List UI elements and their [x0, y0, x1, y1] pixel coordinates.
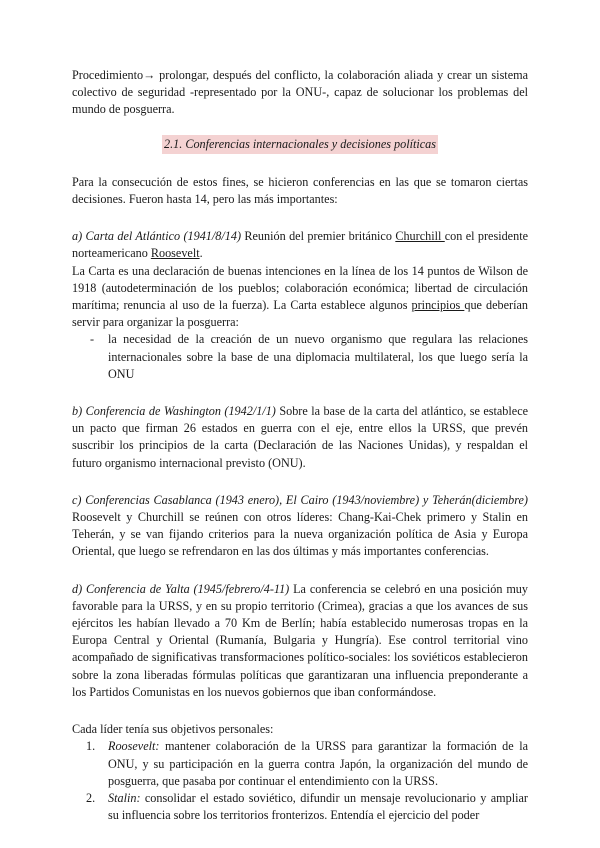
roosevelt-link: Roosevelt — [150, 246, 200, 261]
conference-b-text: Sobre la base de la carta del atlántico, se establece un pacto que firman 26 estados en guerra con el eje, entre ellos la URSS, que prevén suscribir los principios de la carta (Declaración de las Naciones Unidas), y respaldan el futuro organismo internacional previsto (ONU). — [72, 404, 529, 470]
conference-a-text-2: con el presidente norteamericano — [72, 229, 528, 261]
carta-text-b: que deberían servir para organizar la posguerra: — [72, 298, 528, 330]
leader-objectives: mantener colaboración de la URSS para garantizar la formación de la ONU, y su participación en la guerra contra Japón, la organización del mundo de posguerra, que pasaba por continuar el entendimiento con la URSS. — [108, 739, 528, 788]
conference-d-paragraph — [72, 581, 528, 701]
churchill-link: Churchill — [395, 229, 445, 244]
section-heading-wrap — [72, 135, 528, 154]
carta-description — [72, 263, 528, 332]
conference-a-text-1: Reunión del premier británico — [241, 229, 396, 244]
conference-a-paragraph — [72, 228, 528, 262]
carta-bullet-list — [72, 331, 528, 383]
number-marker: 2. — [86, 790, 96, 805]
leader-name: Stalin: — [108, 790, 141, 805]
conference-c-paragraph — [72, 492, 528, 561]
conference-c-text: Roosevelt y Churchill se reúnen con otros líderes: Chang-Kai-Chek primero y Stalin en Teherán, y se van fijando criterios para la nueva organización política de Asia y Europa Oriental, que luego se refrendaron en las dos últimas y más importantes conferencias. — [72, 510, 528, 559]
bullet-text: la necesidad de la creación de un nuevo organismo que regulara las relaciones internacionales sobre la base de una diplomacia multilateral, los que luego sería la ONU — [108, 332, 528, 381]
conference-d-text: La conferencia se celebró en una posición muy favorable para la URSS, y en su propio territorio (Crimea), gracias a que los avances de sus ejércitos les habían llevado a 70 Km de Berlín; había establecido numerosas tropas en la Europa Central y Oriental (Rumanía, Bulgaria y Hungría). Ese control territorial vino acompañado de significativas transformaciones político-sociales: los soviéticos establecieron sobre la zona liberadas fórmulas políticas que garantizaran una influencia preponderante a los Partidos Comunistas en los nuevos gobiernos que iban conformándose. — [72, 581, 528, 699]
conference-b-paragraph — [72, 403, 528, 472]
conference-d-title: d) Conferencia de Yalta (1945/febrero/4-11) — [72, 581, 290, 596]
principios-link: principios — [411, 298, 465, 313]
conference-b-title: b) Conferencia de Washington (1942/1/1) — [72, 404, 276, 419]
leader-objectives: consolidar el estado soviético, difundir un mensaje revolucionario y ampliar su influencia sobre los territorios fronterizos. Entendía el ejercicio del poder — [108, 790, 528, 823]
leaders-list — [72, 738, 528, 824]
intro-paragraph: Procedimiento→ prolongar, después del conflicto, la colaboración aliada y crear un sistema colectivo de seguridad -representado por la ONU-, capaz de solucionar los problemas del mundo de posguerra. — [72, 68, 528, 117]
conference-a-title: a) Carta del Atlántico (1941/8/14) — [72, 229, 242, 244]
conference-a-text-3: . — [199, 246, 203, 261]
dash-marker: - — [90, 332, 95, 347]
leader-name: Roosevelt: — [108, 739, 160, 754]
number-marker: 1. — [86, 739, 96, 754]
list-item — [72, 790, 528, 824]
list-item — [72, 331, 528, 383]
list-item — [72, 738, 528, 790]
lead-paragraph: Para la consecución de estos fines, se hicieron conferencias en las que se tomaron ciertas decisiones. Fueron hasta 14, pero las más importantes: — [72, 174, 528, 207]
carta-text-a: La Carta es una declaración de buenas intenciones en la línea de los 14 puntos de Wilson de 1918 (autodeterminación de los pueblos; colaboración económica; libertad de circulación marítima; renuncia al uso de la fuerza). La Carta establece algunos — [72, 263, 528, 313]
conference-c-title: c) Conferencias Casablanca (1943 enero), El Cairo (1943/noviembre) y Teherán(diciembre) — [72, 492, 528, 507]
leaders-intro: Cada líder tenía sus objetivos personales: — [72, 722, 274, 737]
section-heading: 2.1. Conferencias internacionales y decisiones políticas — [162, 135, 438, 154]
